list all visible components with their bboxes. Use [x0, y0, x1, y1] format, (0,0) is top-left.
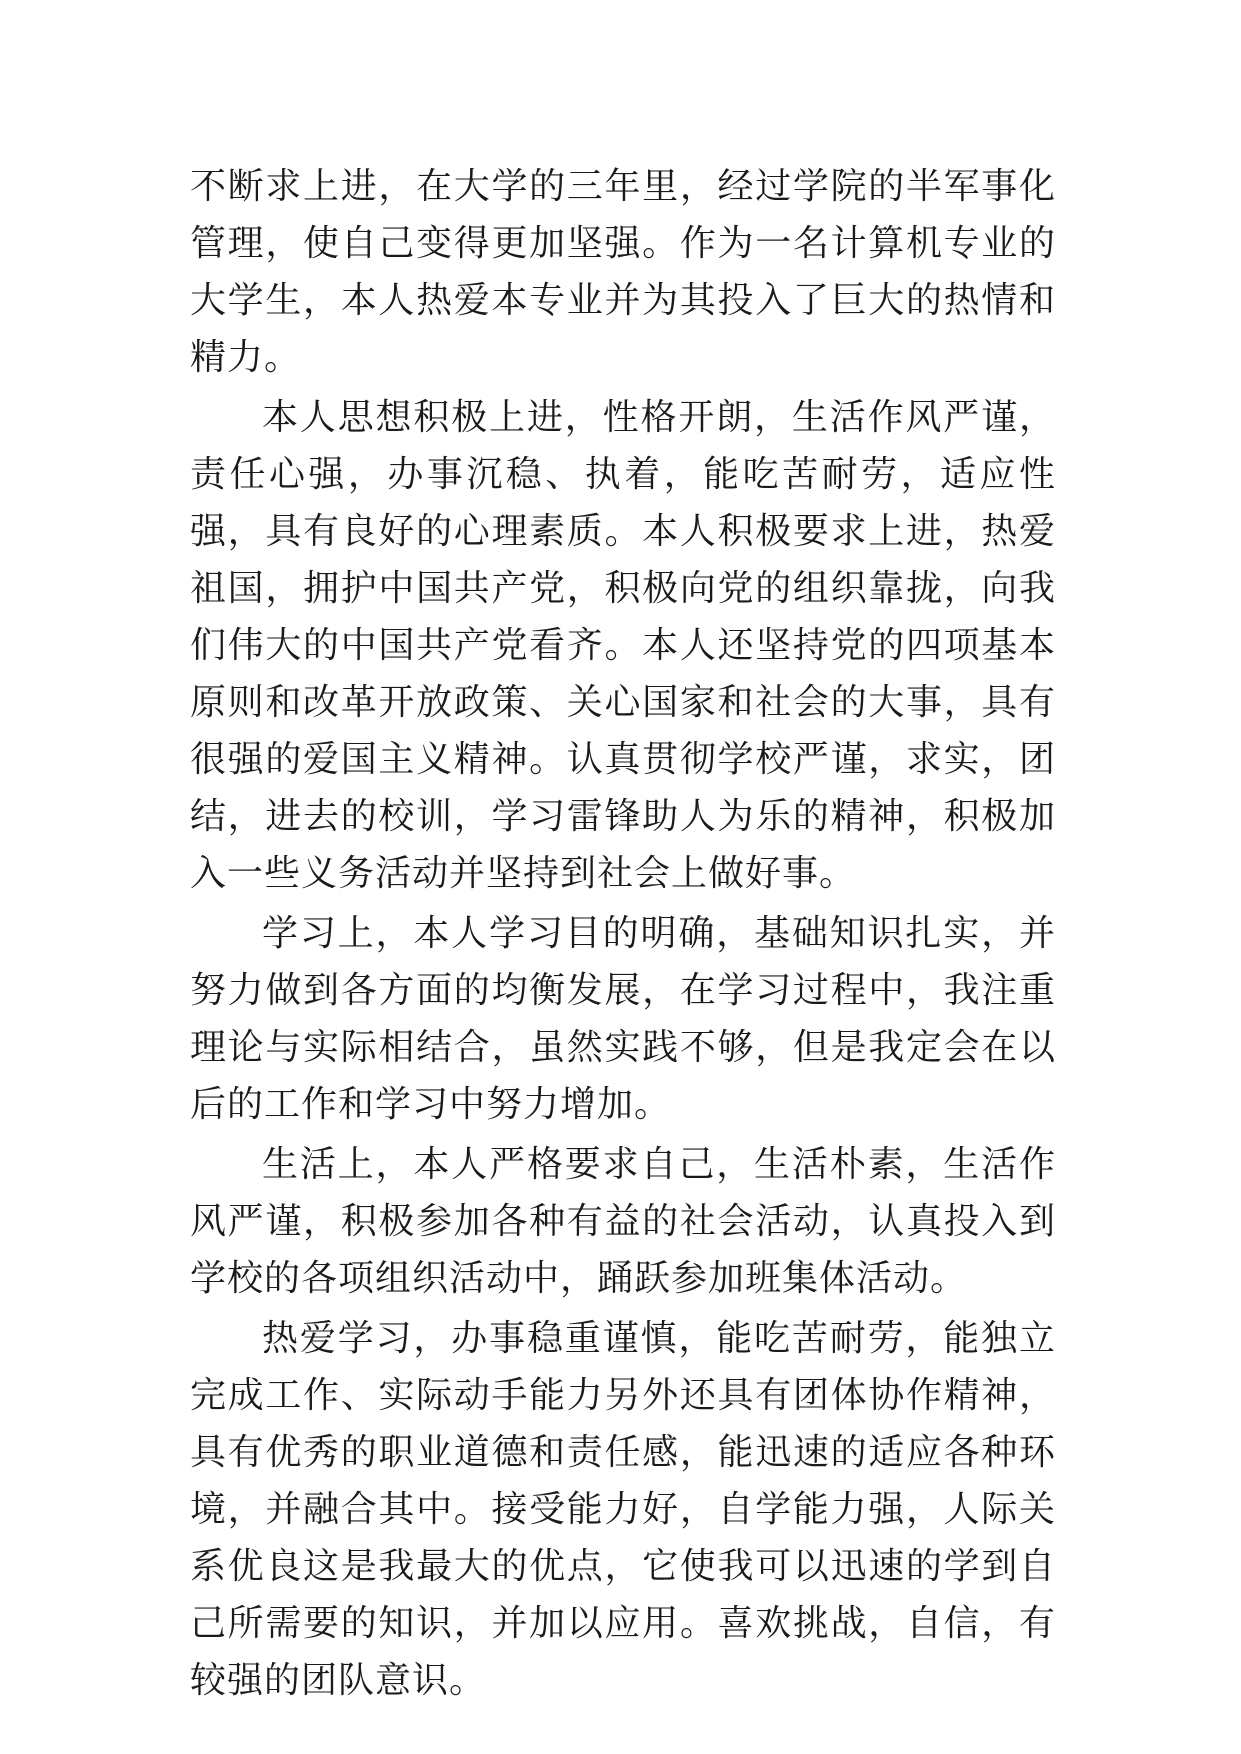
- document-body: [190, 158, 1056, 1709]
- paragraph-3: 学习上，本人学习目的明确，基础知识扎实，并努力做到各方面的均衡发展，在学习过程中，我注重理论与实际相结合，虽然实践不够，但是我定会在以后的工作和学习中努力增加。: [190, 913, 1056, 1125]
- paragraph-5: 热爱学习，办事稳重谨慎，能吃苦耐劳，能独立完成工作、实际动手能力另外还具有团体协作精神，具有优秀的职业道德和责任感，能迅速的适应各种环境，并融合其中。接受能力好，自学能力强，人际关系优良这是我最大的优点，它使我可以迅速的学到自己所需要的知识，并加以应用。喜欢挑战，自信，有较强的团队意识。: [190, 1318, 1056, 1701]
- paragraph-4: 生活上，本人严格要求自己，生活朴素，生活作风严谨，积极参加各种有益的社会活动，认真投入到学校的各项组织活动中，踊跃参加班集体活动。: [190, 1144, 1056, 1299]
- paragraph-2: 本人思想积极上进，性格开朗，生活作风严谨，责任心强，办事沉稳、执着，能吃苦耐劳，适应性强，具有良好的心理素质。本人积极要求上进，热爱祖国，拥护中国共产党，积极向党的组织靠拢，向我们伟大的中国共产党看齐。本人还坚持党的四项基本原则和改革开放政策、关心国家和社会的大事，具有很强的爱国主义精神。认真贯彻学校严谨，求实，团结，进去的校训，学习雷锋助人为乐的精神，积极加入一些义务活动并坚持到社会上做好事。: [190, 397, 1056, 894]
- paragraph-1: 不断求上进，在大学的三年里，经过学院的半军事化管理，使自己变得更加坚强。作为一名计算机专业的大学生，本人热爱本专业并为其投入了巨大的热情和精力。: [190, 166, 1056, 378]
